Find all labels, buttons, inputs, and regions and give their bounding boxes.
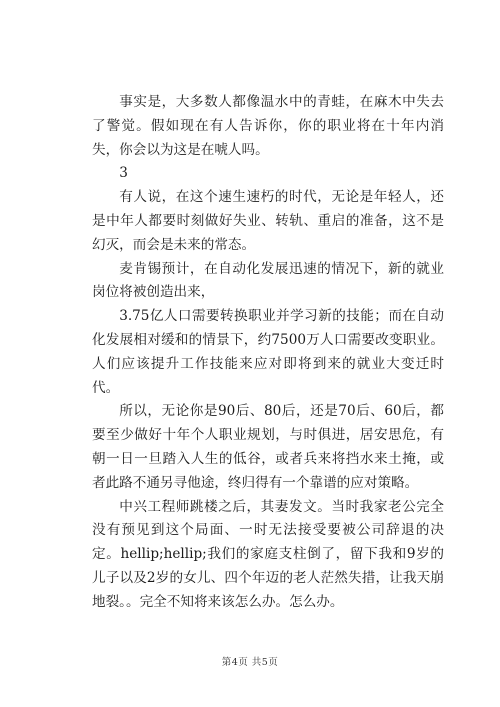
paragraph-unemployment-readiness: 有人说，在这个速生速朽的时代，无论是年轻人，还是中年人都要时刻做好失业、转轨、重启的准备，这不是幻灭，而会是未来的常态。 — [92, 189, 444, 253]
document-body — [92, 91, 444, 615]
page-footer: 第4页 共5页 — [221, 657, 279, 668]
paragraph-frog-analogy: 事实是，大多数人都像温水中的青蛙，在麻木中失去了警觉。假如现在有人告诉你，你的职业将在十年内消失，你会以为这是在唬人吗。 — [92, 94, 444, 158]
paragraph-job-transition-stats: 3.75亿人口需要转换职业并学习新的技能；而在自动化发展相对缓和的情景下，约7500万人口需要改变职业。人们应该提升工作技能来应对即将到来的就业大变迁时代。 — [92, 308, 444, 396]
paragraph-career-planning: 所以，无论你是90后、80后，还是70后、60后，都要至少做好十年个人职业规划，与时俱进，居安思危，有朝一日一旦踏入人生的低谷，或者兵来将挡水来土掩，或者此路不通另寻他途，终归得有一个靠谱的应对策略。 — [92, 403, 444, 491]
paragraph-mckinsey-forecast: 麦肯锡预计，在自动化发展迅速的情况下，新的就业岗位将被创造出来， — [92, 260, 444, 301]
paragraph-zte-engineer-story: 中兴工程师跳楼之后，其妻发文。当时我家老公完全没有预见到这个局面、一时无法接受要被公司辞退的决定。hellip;hellip;我们的家庭支柱倒了，留下我和9岁的儿子以及2岁的女儿、四个年迈的老人茫然失措，让我天崩地裂。。完全不知将来该怎么办。怎么办。 — [92, 498, 444, 610]
section-number: 3 — [119, 165, 128, 182]
